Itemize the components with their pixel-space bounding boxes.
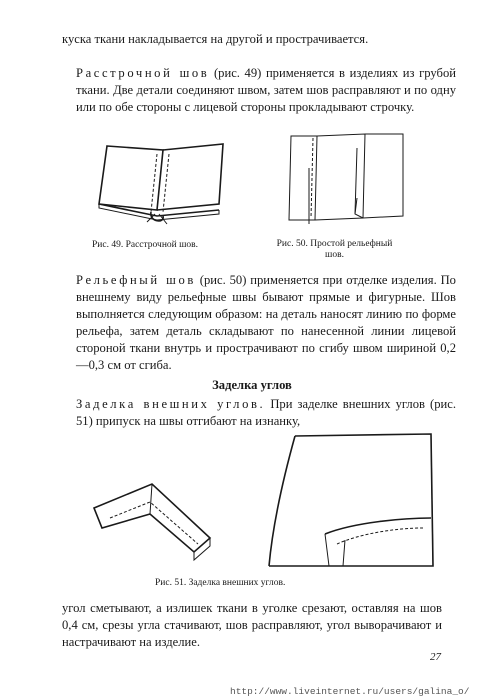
caption-fig-51: Рис. 51. Заделка внешних углов. <box>155 578 286 588</box>
term-zadelka-uglov: Заделка внешних углов. <box>76 397 266 411</box>
figure-51-left-illustration <box>90 468 215 568</box>
paragraph-body: (рис. 49) применяется в изделиях из грубой ткани. Две детали соединяют швом, затем шов расправляют и по одну или по обе стороны с лицевой стороны прокладывают строчку. <box>76 66 456 114</box>
figure-50-illustration <box>285 128 410 228</box>
term-rasstrochnoy-shov: Расстрочной шов <box>76 66 210 80</box>
term-relefny-shov: Рельефный шов <box>76 273 196 287</box>
figure-49-illustration <box>95 138 230 228</box>
paragraph-relefny-shov <box>62 272 456 374</box>
paragraph-body: При заделке внешних углов (рис. 51) припуск на швы отгибают на изнанку, <box>76 397 456 428</box>
footer-url[interactable]: http://www.liveinternet.ru/users/galina_o/ <box>230 686 470 697</box>
paragraph-zadelka-uglov <box>62 396 456 430</box>
paragraph-continuation: куска ткани накладывается на другой и прострачивается. <box>62 32 369 46</box>
paragraph-body: (рис. 50) применяется при отделке изделия. По внешнему виду рельефные швы бывают прямые и фигурные. Шов выполняется следующим образом: на деталь наносят линию по форме рельефа, затем деталь складывают по нанесенной линии лицевой стороной ткани внутрь и прострачивают по сгибу швом шириной 0,2—0,3 см от сгиба. <box>76 273 456 372</box>
page-number: 27 <box>430 651 441 663</box>
paragraph-ending: угол сметывают, а излишек ткани в уголке срезают, оставляя на шов 0,4 см, срезы угла стачивают, шов расправляют, угол выворачивают и настрачивают на изделие. <box>62 601 442 649</box>
section-heading: Заделка углов <box>212 378 292 392</box>
caption-fig-49: Рис. 49. Расстрочной шов. <box>92 240 199 250</box>
paragraph-rasstrochnoy-shov <box>62 65 456 116</box>
figure-51-right-illustration <box>255 432 440 572</box>
caption-fig-50: Рис. 50. Простой рельефный шов. <box>276 239 393 260</box>
